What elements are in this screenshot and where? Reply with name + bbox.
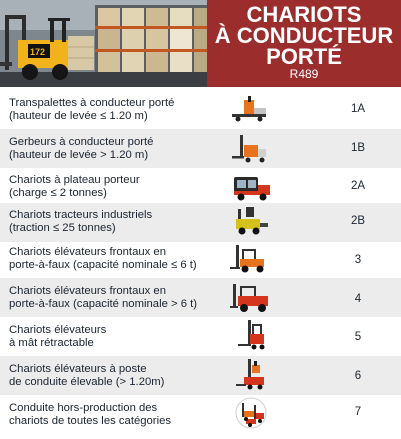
row-label — [9, 97, 174, 122]
subtitle: R489 — [289, 67, 319, 81]
reach-truck-icon — [230, 320, 272, 352]
row-label-line2: (hauteur de levée ≤ 1.20 m) — [9, 109, 148, 122]
row-label-line2: porte-à-faux (capacité nominale > 6 t) — [9, 297, 198, 310]
forklift-small-icon — [230, 243, 272, 275]
table-row — [0, 168, 401, 207]
row-label — [9, 285, 197, 310]
row-label-line2: (traction ≤ 25 tonnes) — [9, 221, 116, 234]
row-label-line1: Chariots à plateau porteur — [9, 174, 140, 186]
table-row — [0, 239, 401, 278]
row-label — [9, 363, 164, 388]
table-row — [0, 129, 401, 168]
row-label-line2: porte-à-faux (capacité nominale ≤ 6 t) — [9, 258, 197, 271]
row-label-line1: Chariots élévateurs frontaux en — [9, 246, 166, 258]
row-label — [9, 246, 197, 271]
title-line-3: PORTÉ — [266, 44, 342, 69]
category-code: 1B — [350, 142, 366, 154]
tow-tractor-icon — [230, 205, 272, 237]
stacker-icon — [230, 133, 272, 165]
category-code: 5 — [354, 331, 362, 343]
category-code: 2B — [350, 215, 366, 227]
row-label-line2: à mât rétractable — [9, 336, 94, 349]
row-label — [9, 174, 140, 199]
title-line-1: CHARIOTS — [246, 2, 362, 27]
table-row — [0, 317, 401, 356]
table-row — [0, 395, 401, 434]
row-label-line1: Chariots élévateurs — [9, 324, 107, 336]
table-row — [0, 90, 401, 129]
row-label — [9, 209, 152, 234]
category-code: 1A — [350, 103, 366, 115]
category-code: 2A — [350, 180, 366, 192]
forklift-large-icon — [230, 282, 272, 314]
row-label — [9, 402, 171, 427]
category-code: 7 — [354, 406, 362, 418]
order-picker-icon — [230, 359, 272, 391]
table-row — [0, 278, 401, 317]
title-line-2: À CONDUCTEUR — [214, 23, 394, 48]
category-code: 6 — [354, 370, 362, 382]
forklift-multi-icon — [230, 397, 272, 429]
row-label-line1: Chariots tracteurs industriels — [9, 209, 153, 221]
row-label-line1: Chariots élévateurs à poste — [9, 363, 147, 375]
warehouse-forklift-photo — [0, 0, 207, 87]
row-label-line2: chariots de toutes les catégories — [9, 414, 172, 427]
row-label — [9, 136, 153, 161]
category-code: 4 — [354, 293, 362, 305]
row-label-line2: (charge ≤ 2 tonnes) — [9, 186, 107, 199]
row-label-line1: Conduite hors-production des — [9, 402, 158, 414]
header — [0, 0, 401, 87]
title-block — [207, 0, 401, 87]
pallet-truck-icon — [230, 94, 272, 126]
svg-text:172: 172 — [30, 47, 46, 57]
table-row — [0, 203, 401, 242]
row-label-line1: Transpalettes à conducteur porté — [9, 97, 175, 109]
row-label-line2: de conduite élevable (> 1.20m) — [9, 375, 165, 388]
warehouse-photo-illustration — [0, 0, 207, 87]
row-label-line1: Gerbeurs à conducteur porté — [9, 136, 154, 148]
row-label-line2: (hauteur de levée > 1.20 m) — [9, 148, 149, 161]
table-row — [0, 356, 401, 395]
category-code: 3 — [354, 254, 362, 266]
platform-truck-icon — [230, 171, 272, 203]
row-label — [9, 324, 106, 349]
row-label-line1: Chariots élévateurs frontaux en — [9, 285, 166, 297]
